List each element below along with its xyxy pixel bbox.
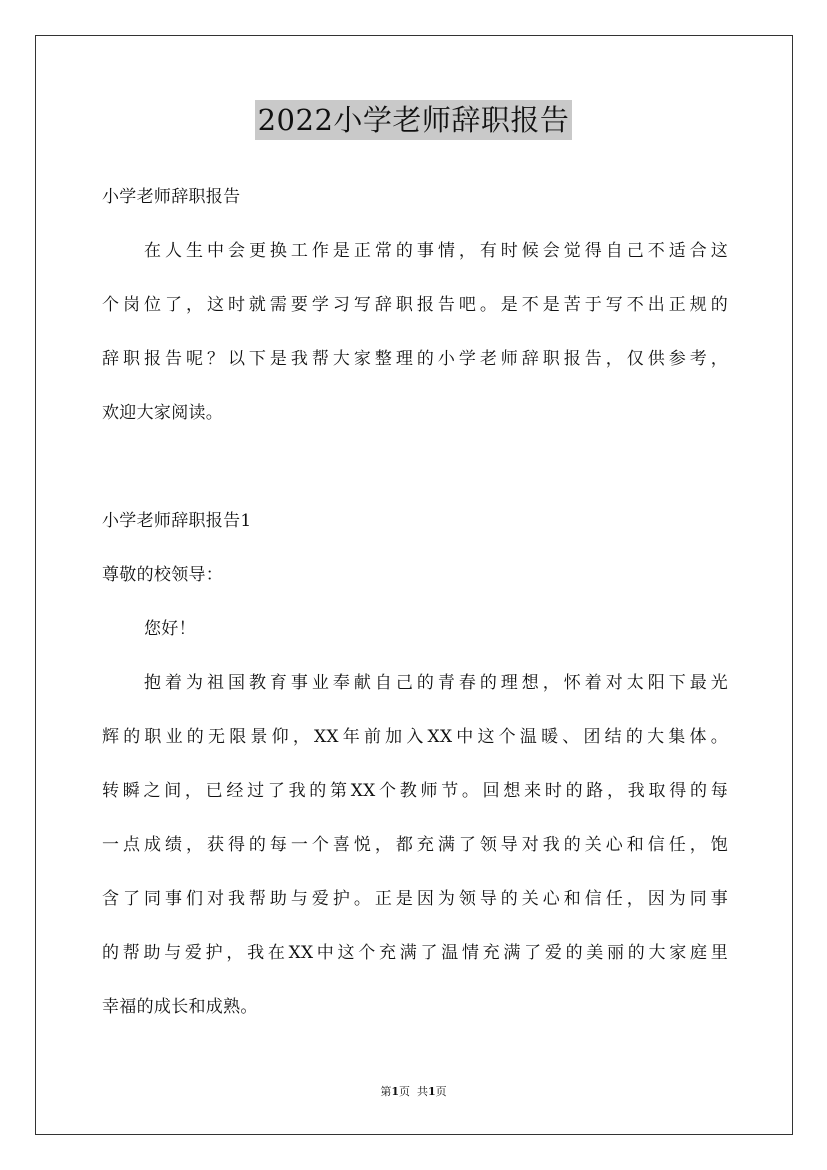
- intro-paragraph-line: 辞职报告呢？以下是我帮大家整理的小学老师辞职报告，仅供参考，: [102, 349, 728, 369]
- body-paragraph-line: 抱着为祖国教育事业奉献自己的青春的理想，怀着对太阳下最光: [144, 673, 728, 693]
- document-title: 2022小学老师辞职报告: [255, 100, 573, 140]
- greeting: 您好！: [144, 619, 196, 639]
- title-container: [0, 100, 827, 140]
- page-prefix: 第: [380, 1085, 392, 1098]
- body-paragraph-line: 转瞬之间，已经过了我的第XX个教师节。回想来时的路，我取得的每: [102, 781, 728, 801]
- intro-paragraph-line: 在人生中会更换工作是正常的事情，有时候会觉得自己不适合这: [144, 241, 728, 261]
- body-paragraph-line: 含了同事们对我帮助与爱护。正是因为领导的关心和信任，因为同事: [102, 889, 728, 909]
- page-footer: [0, 1084, 827, 1100]
- intro-paragraph-line: 个岗位了，这时就需要学习写辞职报告吧。是不是苦于写不出正规的: [102, 295, 728, 315]
- body-paragraph-line: 的帮助与爱护，我在XX中这个充满了温情充满了爱的美丽的大家庭里: [102, 943, 728, 963]
- page-current: 1: [391, 1085, 399, 1098]
- intro-paragraph-line: 欢迎大家阅读。: [102, 403, 224, 423]
- intro-heading: 小学老师辞职报告: [102, 187, 241, 207]
- body-paragraph-line: 一点成绩，获得的每一个喜悦，都充满了领导对我的关心和信任，饱: [102, 835, 728, 855]
- paragraph-gap: [102, 440, 728, 494]
- salutation: 尊敬的校领导：: [102, 565, 224, 585]
- body-paragraph-line: 幸福的成长和成熟。: [102, 997, 258, 1017]
- section-heading: 小学老师辞职报告1: [102, 511, 252, 531]
- document-body: [102, 170, 728, 1034]
- page-mid: 页 共: [399, 1085, 428, 1098]
- page-suffix: 页: [435, 1085, 447, 1098]
- page-total: 1: [428, 1085, 436, 1098]
- body-paragraph-line: 辉的职业的无限景仰，XX年前加入XX中这个温暖、团结的大集体。: [102, 727, 728, 747]
